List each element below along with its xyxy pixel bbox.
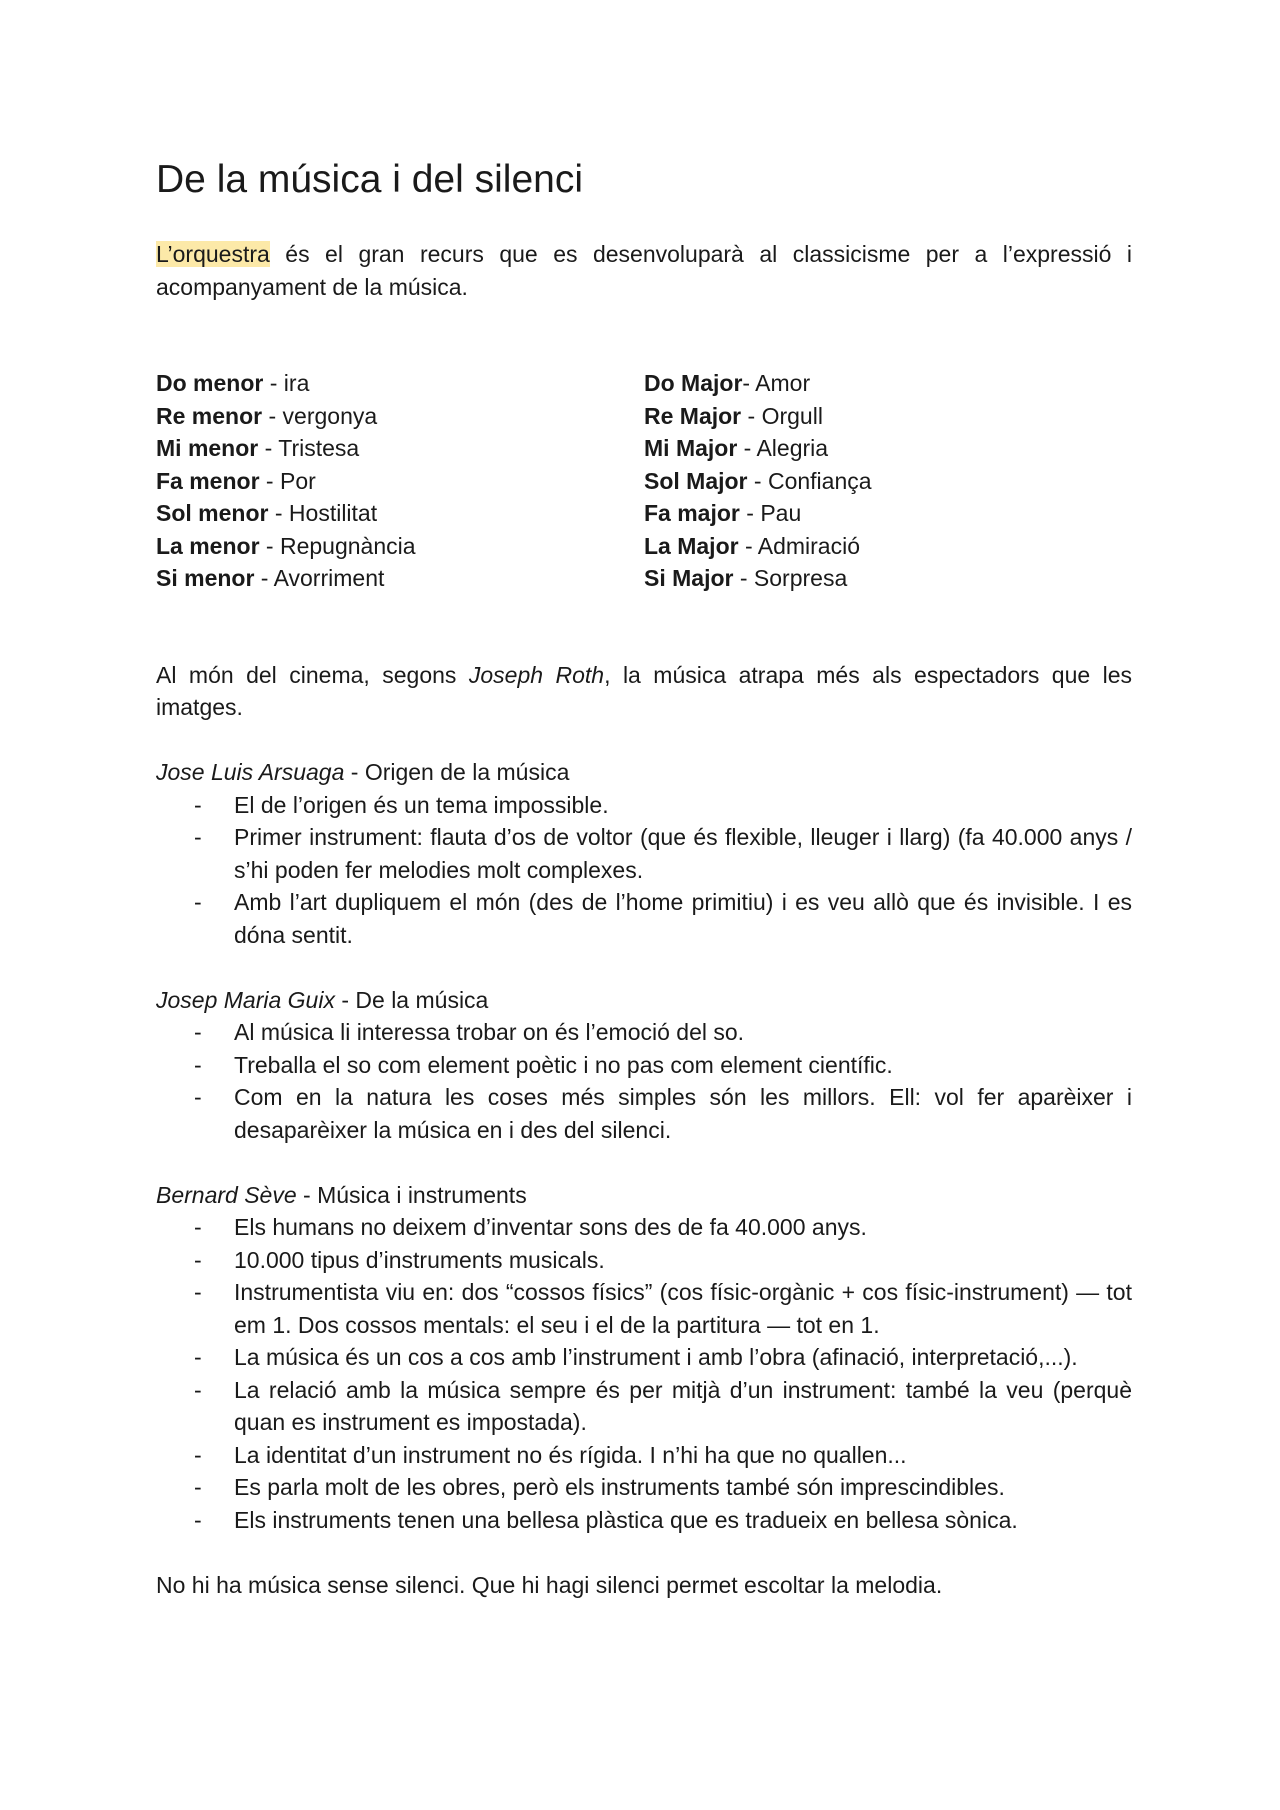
key-name: Re menor <box>156 402 263 429</box>
dash-bullet: - <box>194 1051 202 1078</box>
minor-key-row: Fa menor - Por <box>156 467 316 494</box>
key-emotion: Amor <box>755 370 811 396</box>
key-emotion: Admiració <box>757 532 861 559</box>
dash-bullet: - <box>194 1279 202 1305</box>
major-key-row: Si Major - Sorpresa <box>644 565 848 591</box>
section-author: Bernard Sève <box>156 1181 297 1208</box>
section-seve <box>156 1179 1132 1537</box>
dash-bullet: - <box>194 1019 202 1045</box>
cinema-paragraph: Al món del cinema, segons Joseph Roth, la música atrapa més als espectadors que les imatges. <box>156 661 1133 720</box>
key-emotion: Tristesa <box>278 435 360 461</box>
dash-bullet: - <box>194 824 202 850</box>
list-item: - Treballa el so com element poètic i no pas com element científic. <box>156 1049 1132 1082</box>
minor-key-row: Re menor - vergonya <box>156 402 378 429</box>
section-guix <box>156 984 1132 1147</box>
intro-text: és el gran recurs que es desenvoluparà al classicisme per a l’expressió i acompanyament de la música. <box>156 241 1132 300</box>
key-emotion: Repugnància <box>279 532 416 559</box>
key-name: Si Major <box>644 565 734 591</box>
minor-keys-column <box>156 367 644 595</box>
section-heading <box>156 984 1132 1017</box>
section-heading <box>156 1179 1132 1212</box>
major-key-row: Mi Major - Alegria <box>644 435 829 461</box>
dash-bullet: - <box>194 1084 202 1110</box>
key-name: Mi Major <box>644 435 738 461</box>
list-item: - Instrumentista viu en: dos “cossos físics” (cos físic-orgànic + cos físic-instrument) — tot em 1. Dos cossos mentals: el seu i el de la partitura — tot en 1. <box>156 1276 1132 1341</box>
list-item: - Amb l’art dupliquem el món (des de l’home primitiu) i es veu allò que és invisible. I es dóna sentit. <box>156 886 1132 951</box>
list-item: - La relació amb la música sempre és per mitjà d’un instrument: també la veu (perquè quan es instrument es impostada). <box>156 1374 1132 1439</box>
bullet-list <box>156 1016 1132 1146</box>
section-author: Jose Luis Arsuaga <box>156 759 345 785</box>
intro-paragraph <box>156 238 1132 303</box>
minor-key-row: Mi menor - Tristesa <box>156 435 360 461</box>
key-emotion: Pau <box>760 500 802 526</box>
key-emotion: Por <box>279 467 316 494</box>
key-name: Fa major <box>644 500 740 526</box>
key-name: Do menor <box>156 370 264 396</box>
key-emotion: vergonya <box>282 402 378 429</box>
key-emotion-table <box>156 367 1132 595</box>
list-item: - La identitat d’un instrument no és rígida. I n’hi ha que no quallen... <box>156 1439 1132 1472</box>
section-arsuaga <box>156 756 1132 951</box>
document-body <box>156 150 1132 1601</box>
bullet-list <box>156 789 1132 952</box>
minor-key-row: Do menor - ira <box>156 370 310 396</box>
key-emotion: Confiança <box>767 467 872 494</box>
dash-bullet: - <box>194 1214 202 1240</box>
key-emotion: Hostilitat <box>288 500 378 526</box>
dash-bullet: - <box>194 889 202 915</box>
key-emotion: Orgull <box>761 402 823 429</box>
list-item: - 10.000 tipus d’instruments musicals. <box>156 1244 1132 1277</box>
key-name: Si menor <box>156 565 255 591</box>
list-item: - Els instruments tenen una bellesa plàstica que es tradueix en bellesa sònica. <box>156 1504 1132 1537</box>
highlighted-term: L’orquestra <box>156 241 270 267</box>
section-author: Josep Maria Guix <box>156 986 335 1013</box>
major-key-row: Do Major- Amor <box>644 370 811 396</box>
dash-bullet: - <box>194 1376 202 1403</box>
list-item: - La música és un cos a cos amb l’instrument i amb l’obra (afinació, interpretació,...). <box>156 1341 1132 1374</box>
minor-key-row: Sol menor - Hostilitat <box>156 500 378 526</box>
major-keys-column <box>644 367 1132 595</box>
dash-bullet: - <box>194 1441 202 1468</box>
dash-bullet: - <box>194 1506 202 1533</box>
key-name: Re Major <box>644 402 742 429</box>
list-item: - Primer instrument: flauta d’os de voltor (que és flexible, lleuger i llarg) (fa 40.000 anys / s’hi poden fer melodies molt complexes. <box>156 821 1132 886</box>
key-name: La menor <box>156 532 260 559</box>
list-item: - Com en la natura les coses més simples són les millors. Ell: vol fer aparèixer i desaparèixer la música en i des del silenci. <box>156 1081 1132 1146</box>
page-title: De la música i del silenci <box>156 158 584 201</box>
key-name: Mi menor <box>156 435 259 461</box>
key-name: Sol menor <box>156 500 269 526</box>
list-item: - Al música li interessa trobar on és l’emoció del so. <box>156 1016 1132 1049</box>
section-topic: - Música i instruments <box>296 1181 527 1208</box>
dash-bullet: - <box>194 1246 202 1273</box>
section-heading <box>156 756 1132 789</box>
dash-bullet: - <box>194 1344 202 1370</box>
cinema-author: Joseph Roth <box>468 661 605 688</box>
key-emotion: Sorpresa <box>753 565 848 591</box>
minor-key-row: Si menor - Avorriment <box>156 565 385 591</box>
section-topic: - Origen de la música <box>344 759 570 785</box>
closing-paragraph: No hi ha música sense silenci. Que hi hagi silenci permet escoltar la melodia. <box>156 1571 943 1598</box>
key-emotion: ira <box>283 370 310 396</box>
bullet-list <box>156 1211 1132 1536</box>
key-name: Fa menor <box>156 467 260 494</box>
dash-bullet: - <box>194 791 202 818</box>
dash-bullet: - <box>194 1474 202 1500</box>
key-name: Do Major <box>644 370 743 396</box>
major-key-row: Fa major - Pau <box>644 500 802 526</box>
key-name: La Major <box>644 532 739 559</box>
major-key-row: Sol Major - Confiança <box>644 467 872 494</box>
minor-key-row: La menor - Repugnància <box>156 532 416 559</box>
major-key-row: La Major - Admiració <box>644 532 861 559</box>
list-item: - Els humans no deixem d’inventar sons des de fa 40.000 anys. <box>156 1211 1132 1244</box>
section-topic: - De la música <box>334 986 489 1013</box>
list-item: - Es parla molt de les obres, però els instruments també són imprescindibles. <box>156 1471 1132 1504</box>
key-emotion: Avorriment <box>273 565 385 591</box>
key-emotion: Alegria <box>756 435 829 461</box>
key-name: Sol Major <box>644 467 748 494</box>
list-item: - El de l’origen és un tema impossible. <box>156 789 1132 822</box>
major-key-row: Re Major - Orgull <box>644 402 823 429</box>
